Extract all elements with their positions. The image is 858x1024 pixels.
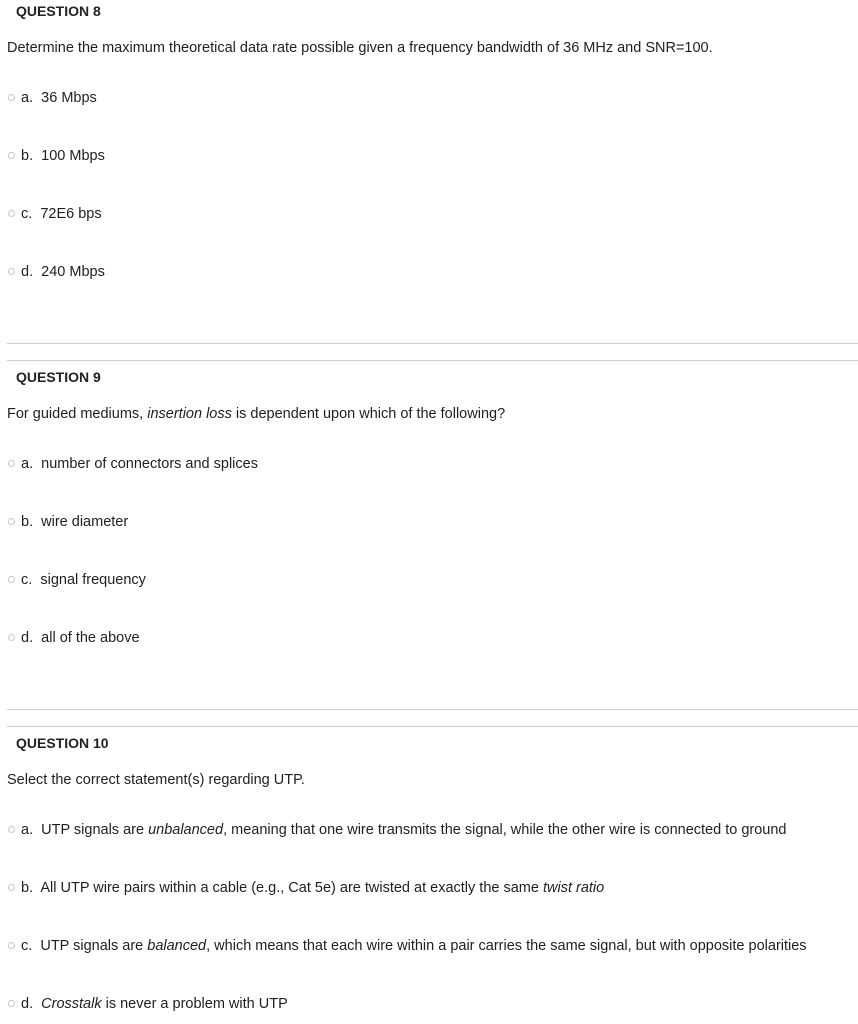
question-10-option-c[interactable] — [8, 938, 807, 954]
question-8-option-a[interactable] — [8, 90, 97, 106]
radio-button[interactable] — [8, 152, 15, 159]
radio-button[interactable] — [8, 826, 15, 833]
question-8-prompt — [7, 40, 713, 56]
section-divider — [7, 726, 858, 727]
prompt-text: Determine the maximum theoretical data rate possible given a frequency bandwidth of 36 MHz and SNR=100. — [7, 40, 713, 56]
option-label[interactable]: c. signal frequency — [21, 572, 146, 588]
question-9-option-c[interactable] — [8, 572, 146, 588]
option-label[interactable]: d. Crosstalk is never a problem with UTP — [21, 996, 288, 1012]
radio-button[interactable] — [8, 268, 15, 275]
option-label[interactable]: b. 100 Mbps — [21, 148, 105, 164]
question-8-header: QUESTION 8 — [16, 3, 101, 19]
question-8-option-b[interactable] — [8, 148, 105, 164]
option-label[interactable]: c. 72E6 bps — [21, 206, 102, 222]
radio-button[interactable] — [8, 518, 15, 525]
section-divider — [7, 343, 858, 344]
option-label[interactable]: a. number of connectors and splices — [21, 456, 258, 472]
radio-button[interactable] — [8, 460, 15, 467]
question-9-option-a[interactable] — [8, 456, 258, 472]
radio-button[interactable] — [8, 576, 15, 583]
question-8-option-c[interactable] — [8, 206, 102, 222]
radio-button[interactable] — [8, 884, 15, 891]
radio-button[interactable] — [8, 634, 15, 641]
section-divider — [7, 360, 858, 361]
radio-button[interactable] — [8, 94, 15, 101]
radio-button[interactable] — [8, 210, 15, 217]
question-10-prompt: Select the correct statement(s) regarding UTP. — [7, 772, 305, 788]
question-10-header: QUESTION 10 — [16, 735, 109, 751]
question-10-option-a[interactable] — [8, 822, 786, 838]
option-label[interactable]: d. all of the above — [21, 630, 140, 646]
option-label[interactable]: b. wire diameter — [21, 514, 129, 530]
option-label[interactable]: a. UTP signals are unbalanced, meaning that one wire transmits the signal, while the other wire is connected to ground — [21, 822, 787, 838]
question-10-option-d[interactable] — [8, 996, 288, 1012]
option-label[interactable]: b. All UTP wire pairs within a cable (e.g., Cat 5e) are twisted at exactly the same twist ratio — [21, 880, 605, 896]
question-9-option-b[interactable] — [8, 514, 128, 530]
question-8-option-d[interactable] — [8, 264, 105, 280]
question-9-header: QUESTION 9 — [16, 369, 101, 385]
question-9-prompt: For guided mediums, insertion loss is dependent upon which of the following? — [7, 406, 506, 422]
question-9-option-d[interactable] — [8, 630, 140, 646]
radio-button[interactable] — [8, 942, 15, 949]
section-divider — [7, 709, 858, 710]
question-10-option-b[interactable] — [8, 880, 604, 896]
option-label[interactable]: c. UTP signals are balanced, which means that each wire within a pair carries the same signal, but with opposite polarities — [21, 938, 807, 954]
option-label[interactable]: d. 240 Mbps — [21, 264, 105, 280]
radio-button[interactable] — [8, 1000, 15, 1007]
option-label[interactable]: a. 36 Mbps — [21, 90, 97, 106]
